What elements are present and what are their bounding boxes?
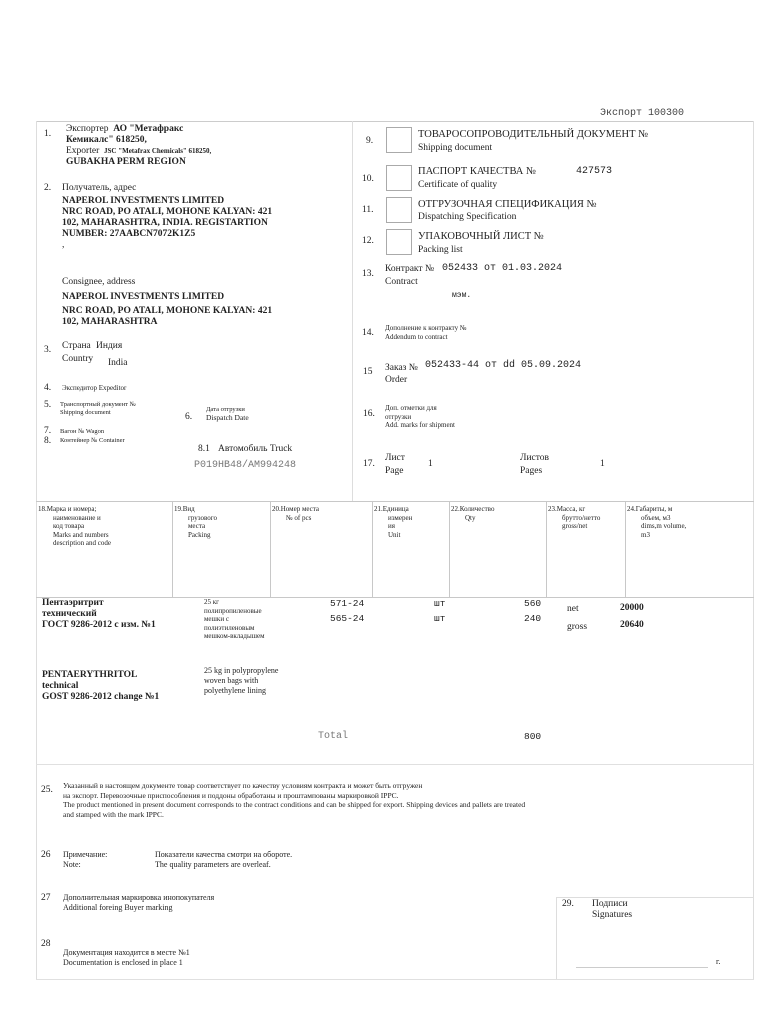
- frame-left: [36, 121, 37, 979]
- field-13-num: 13.: [362, 269, 374, 279]
- field-26-num: 26: [41, 850, 51, 860]
- packing-ru-line-5: мешком-вкладышем: [204, 632, 265, 640]
- mass-net-value: 20000: [620, 603, 644, 613]
- col-header-20: [272, 505, 319, 522]
- table-top-line: [36, 501, 754, 502]
- country-value-ru: Индия: [96, 341, 123, 351]
- country-label-en: Country: [62, 354, 94, 364]
- col-header-23: [548, 505, 600, 531]
- field-25-ru-1: Указанный в настоящем документе товар соответствует по качеству условиям контракта и может быть отгружен: [63, 781, 423, 790]
- packing-ru-line-3: мешки с: [204, 615, 229, 623]
- col-divider-6: [625, 501, 626, 597]
- field-27-num: 27: [41, 893, 51, 903]
- product-name-ru-line-3: ГОСТ 9286-2012 с изм. №1: [42, 620, 156, 630]
- signatures-box-left: [556, 897, 557, 979]
- order-label-ru: Заказ №: [385, 363, 418, 373]
- col-header-20-num: 20.: [272, 505, 281, 513]
- col-header-19-line-0: Вид: [182, 505, 195, 513]
- packing-ru-line-4: полиэтиленовым: [204, 623, 255, 632]
- field-11-num: 11.: [362, 205, 374, 215]
- packing-list-label-en: Packing list: [418, 245, 463, 255]
- packing-en-line-3: polyethylene lining: [204, 686, 266, 695]
- packing-ru-line-2: полипропиленовые: [204, 606, 262, 615]
- dispatch-spec-label-en: Dispatching Specification: [418, 212, 517, 222]
- frame-bottom: [36, 979, 754, 980]
- dispatch-date-label-ru: Дата отгрузки: [206, 406, 245, 413]
- shipping-doc-title-ru: ТОВАРОСОПРОВОДИТЕЛЬНЫЙ ДОКУМЕНТ №: [418, 129, 649, 140]
- col-header-18-line-0: Марка и номера;: [46, 505, 97, 513]
- page-label-ru: Лист: [385, 453, 405, 463]
- packing-en: [204, 666, 278, 696]
- order-number: 052433-44 от dd 05.09.2024: [425, 360, 582, 371]
- col-header-21-line-1: измерен: [388, 513, 413, 522]
- field-15-num: 15: [363, 367, 373, 377]
- shipping-doc-labels: [60, 401, 136, 417]
- field-5-num: 5.: [44, 400, 52, 410]
- col-header-23-line-0: Масса, кг: [556, 505, 586, 513]
- col-divider-1: [172, 501, 173, 597]
- col-header-21: [374, 505, 412, 539]
- exporter-name-ru2: Кемикалс" 618250,: [66, 135, 147, 145]
- field-8-1-num: 8.1: [198, 444, 210, 454]
- consignee-label-en: Consignee, address: [62, 277, 136, 287]
- col-header-18: [38, 505, 111, 548]
- contract-label-en: Contract: [385, 277, 418, 287]
- field-9-num: 9.: [366, 136, 374, 146]
- field-25-text: [63, 781, 743, 819]
- wagon-label: Вагон № Wagon: [60, 428, 105, 435]
- add-marks-label-ru2: отгрузки: [385, 412, 412, 421]
- consignee-line-1: NAPEROL INVESTMENTS LIMITED: [62, 196, 225, 206]
- field-10-num: 10.: [362, 174, 374, 184]
- shipping-doc-label-ru: Транспортный документ №: [60, 401, 136, 408]
- col-header-19: [174, 505, 217, 539]
- product-name-ru-line-1: Пентаэритрит: [42, 598, 104, 608]
- field-28-num: 28: [41, 939, 51, 949]
- field-29-num: 29.: [562, 899, 574, 909]
- buyer-marking-ru: Дополнительная маркировка инопокупателя: [63, 893, 215, 902]
- packing-list-label-ru: УПАКОВОЧНЫЙ ЛИСТ №: [418, 231, 544, 242]
- consignee-label-ru: Получатель, адрес: [62, 183, 137, 193]
- col-header-19-line-2: места: [188, 522, 206, 530]
- field-6-num: 6.: [185, 412, 193, 422]
- buyer-marking: [63, 893, 214, 913]
- quality-passport-number: 427573: [576, 166, 613, 177]
- signature-year-suffix: г.: [716, 957, 721, 966]
- truck-value: P019HB48/AM994248: [194, 460, 297, 471]
- consignee-comma: ,: [62, 240, 65, 250]
- signatures-label-ru: Подписи: [592, 899, 628, 909]
- field-11-checkbox: [386, 197, 412, 223]
- product-name-ru: [42, 598, 156, 631]
- row-2-qty: 240: [524, 613, 542, 624]
- exporter-name-ru: АО "Метафракс: [113, 124, 184, 134]
- field-2-num: 2.: [44, 183, 52, 193]
- note-text-ru: Показатели качества смотри на обороте.: [155, 850, 293, 859]
- col-header-21-line-3: Unit: [388, 530, 401, 539]
- shipping-doc-label-en: Shipping document: [60, 409, 111, 416]
- col-header-19-line-3: Packing: [188, 530, 211, 539]
- col-divider-4: [449, 501, 450, 597]
- quality-passport-label: ПАСПОРТ КАЧЕСТВА №: [418, 166, 537, 177]
- page-value: 1: [428, 459, 433, 469]
- field-25-ru-2: на экспорт. Перевозочные приспособления и поддоны обработаны и проштампованы маркировкой IPPC.: [63, 790, 399, 800]
- country-value-en: India: [108, 358, 128, 368]
- frame-right: [753, 121, 754, 979]
- field-1-num: 1.: [44, 129, 52, 139]
- field-10-checkbox: [386, 165, 412, 191]
- contract-number: 052433 от 01.03.2024: [442, 263, 563, 274]
- dispatch-date-label-en: Dispatch Date: [206, 413, 249, 422]
- field-25-en-1: The product mentioned in present document corresponds to the contract conditions and can be shipped for export. Shipping devices and pallets are treated: [63, 800, 526, 809]
- addendum-labels: [385, 324, 467, 341]
- country-label-ru: Страна: [62, 341, 91, 351]
- col-header-20-line-1: № of pcs: [286, 513, 312, 522]
- col-divider-3: [372, 501, 373, 597]
- contract-sub: мэм.: [452, 291, 472, 300]
- buyer-marking-en: Additional foreing Buyer marking: [63, 903, 173, 912]
- note-label-en: Note:: [63, 860, 81, 869]
- field-9-checkbox: [386, 127, 412, 153]
- consignee-line-4: NUMBER: 27AABCN7072K1Z5: [62, 229, 196, 239]
- col-header-24-line-3: m3: [641, 530, 650, 539]
- total-value: 800: [524, 731, 542, 742]
- exporter-label-ru: Экспортер: [66, 124, 109, 134]
- signature-line: [576, 967, 708, 968]
- product-name-en: [42, 670, 159, 703]
- add-marks-label-ru: Доп. отметки для: [385, 404, 437, 412]
- field-7-num: 7.: [44, 426, 52, 436]
- row-2-unit: шт: [434, 613, 446, 624]
- col-header-18-line-4: description and code: [53, 539, 111, 547]
- packing-en-line-1: 25 kg in polypropylene: [204, 666, 279, 675]
- contract-label-ru: Контракт №: [385, 264, 435, 274]
- col-header-21-num: 21.: [374, 505, 383, 513]
- col-header-18-num: 18.: [38, 505, 47, 513]
- addendum-label-ru: Дополнение к контракту №: [385, 324, 467, 332]
- mass-gross-label: gross: [567, 622, 588, 632]
- col-divider-5: [546, 501, 547, 597]
- documentation-place-en: Documentation is enclosed in place 1: [63, 958, 183, 967]
- consignee-en-block: [62, 292, 272, 328]
- export-code: Экспорт 100300: [600, 108, 685, 119]
- documentation-place-ru: Документация находится в месте №1: [63, 948, 190, 957]
- row-1-unit: шт: [434, 598, 446, 609]
- frame-middle: [352, 121, 353, 501]
- mass-gross-value: 20640: [620, 620, 644, 630]
- col-header-21-line-2: ия: [388, 522, 395, 530]
- exporter-region: GUBAKHA PERM REGION: [66, 157, 186, 167]
- col-header-22-num: 22.: [451, 505, 460, 513]
- packing-ru: [204, 598, 265, 641]
- row-2-pcs: 565-24: [330, 613, 365, 624]
- truck-label: Автомобиль Truck: [218, 444, 293, 454]
- shipping-doc-title-en: Shipping document: [418, 143, 493, 153]
- note-text-en: The quality parameters are overleaf.: [155, 860, 271, 869]
- col-header-19-num: 19.: [174, 505, 183, 513]
- consignee-en-line-1: NAPEROL INVESTMENTS LIMITED: [62, 292, 225, 302]
- documentation-place: [63, 948, 190, 968]
- pages-label-ru: Листов: [520, 453, 550, 463]
- col-header-23-line-1: брутто/нетто: [562, 513, 601, 522]
- consignee-block: [62, 196, 272, 251]
- col-header-21-line-0: Единица: [382, 505, 409, 513]
- col-header-18-line-3: Marks and numbers: [53, 530, 109, 539]
- row-1-qty: 560: [524, 598, 542, 609]
- total-label: Total: [318, 731, 349, 742]
- product-name-en-line-1: PENTAERYTHRITOL: [42, 670, 138, 680]
- col-header-18-line-2: код товара: [53, 522, 85, 530]
- col-header-18-line-1: наименование и: [53, 513, 101, 522]
- col-header-24-line-2: dims,m volume,: [641, 522, 687, 530]
- col-header-24-line-0: Габариты, м: [635, 505, 673, 513]
- packing-ru-line-1: 25 кг: [204, 598, 220, 606]
- packing-en-line-2: woven bags with: [204, 676, 259, 685]
- col-header-23-line-2: gross/net: [562, 522, 588, 530]
- field-25-num: 25.: [41, 785, 53, 795]
- col-header-24: [627, 505, 686, 539]
- exporter-label-en: Exporter: [66, 146, 100, 156]
- field-14-num: 14.: [362, 328, 374, 338]
- product-name-en-line-2: technical: [42, 681, 79, 691]
- mass-net-label: net: [567, 604, 579, 614]
- col-header-20-line-0: Номер места: [280, 505, 320, 513]
- container-label: Контейнер № Container: [60, 437, 125, 444]
- field-4-num: 4.: [44, 383, 52, 393]
- order-label-en: Order: [385, 375, 408, 385]
- field-17-num: 17.: [363, 459, 375, 469]
- consignee-en-line-3: 102, MAHARASHTRA: [62, 317, 158, 327]
- col-divider-2: [270, 501, 271, 597]
- col-header-23-num: 23.: [548, 505, 557, 513]
- consignee-line-2: NRC ROAD, PO ATALI, MOHONE KALYAN: 421: [62, 207, 273, 217]
- signatures-labels: [592, 899, 632, 921]
- pages-label-en: Pages: [520, 466, 543, 476]
- dispatch-spec-label-ru: ОТГРУЗОЧНАЯ СПЕЦИФИКАЦИЯ №: [418, 199, 597, 210]
- note-label-ru: Примечание:: [63, 850, 108, 859]
- exporter-name-en: JSC "Metafrax Chemicals" 618250,: [104, 147, 212, 155]
- add-marks-label-en: Add. marks for shipment: [385, 421, 455, 429]
- signatures-label-en: Signatures: [592, 910, 633, 920]
- col-header-22-line-0: Количество: [459, 505, 495, 513]
- page-label-en: Page: [385, 466, 404, 476]
- field-8-num: 8.: [44, 436, 52, 446]
- section-25-line: [36, 764, 754, 765]
- col-header-22: [451, 505, 494, 522]
- addendum-label-en: Addendum to contract: [385, 332, 448, 341]
- frame-top: [36, 121, 754, 122]
- col-header-22-line-1: Qty: [465, 513, 476, 522]
- col-header-19-line-1: грузового: [188, 513, 217, 522]
- pages-value: 1: [600, 459, 605, 469]
- field-12-num: 12.: [362, 236, 374, 246]
- col-header-24-num: 24.: [627, 505, 636, 513]
- field-3-num: 3.: [44, 345, 52, 355]
- expeditor-label: Экспедитор Expeditor: [62, 384, 127, 392]
- field-16-num: 16.: [363, 409, 375, 419]
- signatures-box-top: [556, 897, 753, 898]
- row-1-pcs: 571-24: [330, 598, 365, 609]
- note-labels: [63, 850, 107, 870]
- dispatch-date-labels: [206, 406, 249, 422]
- product-name-ru-line-2: технический: [42, 609, 97, 619]
- field-12-checkbox: [386, 229, 412, 255]
- product-name-en-line-3: GOST 9286-2012 change №1: [42, 692, 160, 702]
- field-1-exporter: [66, 124, 211, 168]
- quality-cert-label-en: Certificate of quality: [418, 180, 498, 190]
- consignee-en-line-2: NRC ROAD, PO ATALI, MOHONE KALYAN: 421: [62, 306, 273, 316]
- add-marks-labels: [385, 404, 455, 430]
- note-texts: [155, 850, 292, 870]
- field-25-en-2: and stamped with the mark IPPC.: [63, 809, 164, 819]
- col-header-24-line-1: объем, м3: [641, 513, 671, 522]
- consignee-line-3: 102, MAHARASHTRA, INDIA. REGISTARTION: [62, 218, 268, 228]
